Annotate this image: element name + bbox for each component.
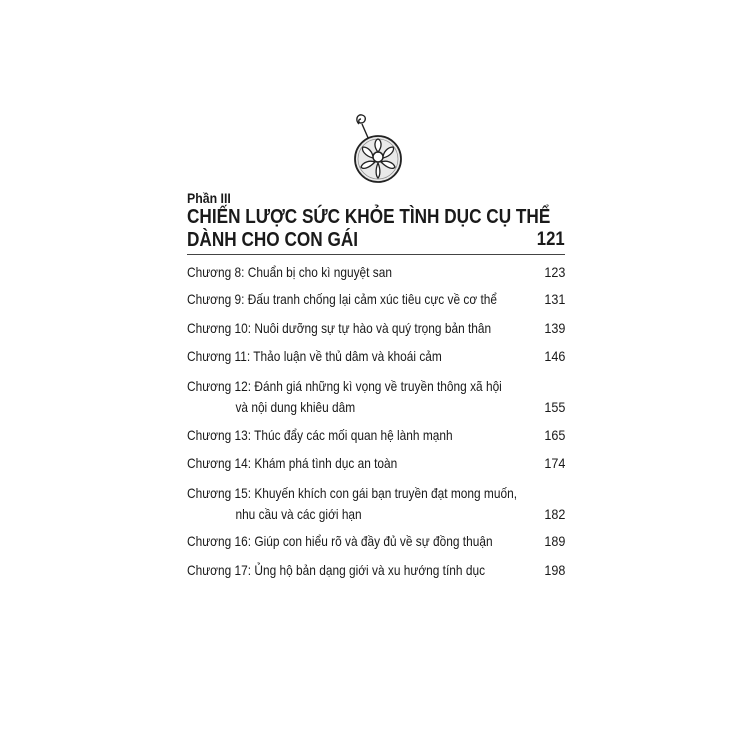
part-label: Phần III — [187, 190, 231, 206]
part-title-line-2: DÀNH CHO CON GÁI — [187, 229, 359, 251]
part-page-number: 121 — [537, 229, 565, 250]
toc-entry-title: Chương 12: Đánh giá những kì vọng về truyền thông xã hội — [187, 378, 502, 394]
toc-entry-chapter-14 — [187, 453, 565, 474]
toc-entry-title: Chương 15: Khuyến khích con gái bạn truyền đạt mong muốn, — [187, 485, 518, 501]
toc-entry-chapter-8 — [187, 262, 565, 283]
toc-entry-page: 189 — [543, 533, 565, 549]
toc-entry-chapter-17 — [187, 560, 565, 581]
toc-entry-page: 174 — [543, 455, 565, 471]
toc-entry-title: Chương 9: Đấu tranh chống lại cảm xúc tiêu cực về cơ thể — [187, 291, 498, 307]
toc-entry-chapter-11 — [187, 346, 565, 367]
toc-entry-title-continued: nhu cầu và các giới hạn — [235, 506, 362, 522]
toc-entry-title: Chương 8: Chuẩn bị cho kì nguyệt san — [187, 264, 392, 280]
toc-entry-title: Chương 17: Ủng hộ bản dạng giới và xu hướng tính dục — [187, 562, 486, 578]
toc-entry-page: 155 — [543, 399, 565, 415]
toc-entry-chapter-12 — [187, 376, 565, 418]
toc-entry-chapter-16 — [187, 531, 565, 552]
toc-entry-page: 182 — [543, 506, 565, 522]
divider — [187, 254, 565, 255]
toc-entry-title: Chương 13: Thúc đẩy các mối quan hệ lành mạnh — [187, 427, 453, 443]
toc-entry-page: 198 — [543, 562, 565, 578]
toc-entry-page: 165 — [543, 427, 565, 443]
part-title-line-1: CHIẾN LƯỢC SỨC KHỎE TÌNH DỤC CỤ THỂ — [187, 206, 551, 228]
part-title — [187, 206, 567, 252]
toc-entry-chapter-13 — [187, 425, 565, 446]
toc-entry-title: Chương 10: Nuôi dưỡng sự tự hào và quý trọng bản thân — [187, 320, 492, 336]
toc-entry-page: 131 — [543, 291, 565, 307]
toc-entry-page: 139 — [543, 320, 565, 336]
toc-entry-page: 146 — [543, 348, 565, 364]
toc-entry-chapter-9 — [187, 289, 565, 310]
toc-entry-title-continued: và nội dung khiêu dâm — [235, 399, 356, 415]
toc-entry-page: 123 — [543, 264, 565, 280]
toc-entry-title: Chương 11: Thảo luận về thủ dâm và khoái cảm — [187, 348, 442, 364]
floral-medallion-icon — [345, 112, 409, 184]
toc-entry-title: Chương 16: Giúp con hiểu rõ và đầy đủ về sự đồng thuận — [187, 533, 493, 549]
toc-entry-title: Chương 14: Khám phá tình dục an toàn — [187, 455, 398, 471]
toc-entry-chapter-10 — [187, 318, 565, 339]
toc-entry-chapter-15 — [187, 483, 565, 525]
